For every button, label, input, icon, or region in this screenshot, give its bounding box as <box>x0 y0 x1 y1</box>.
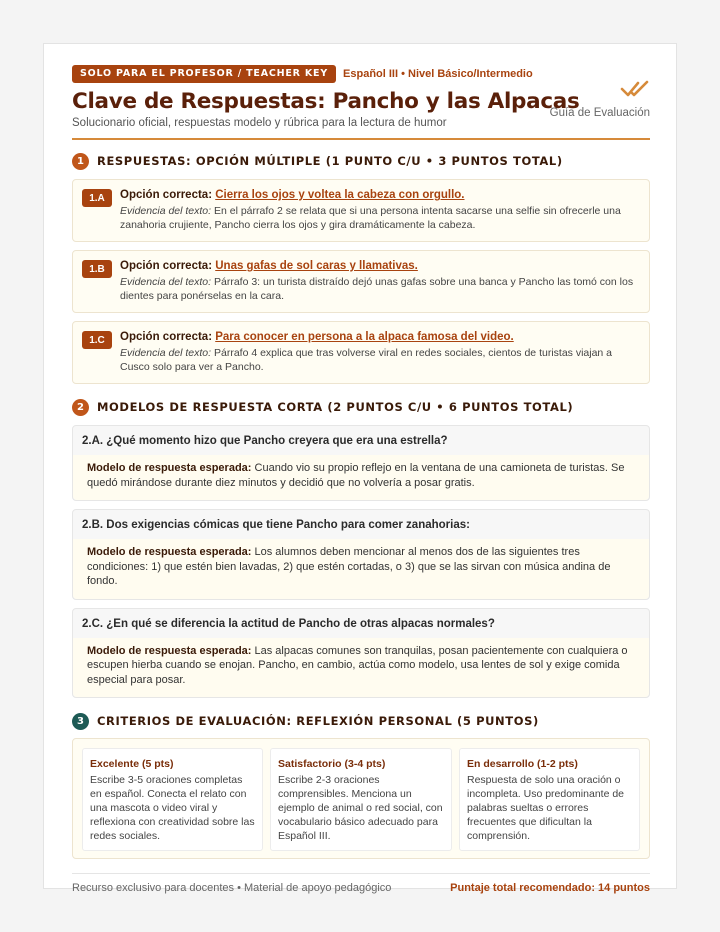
page-subtitle: Solucionario oficial, respuestas modelo y rúbrica para la lectura de humor <box>72 117 447 129</box>
section-3-heading <box>72 712 650 730</box>
mc-answer-card <box>72 250 650 313</box>
model-answer <box>73 638 649 698</box>
evidence-text: Párrafo 4 explica que tras volverse viral en redes sociales, cientos de turistas viajan a Cusco solo para ver a Pancho. <box>120 347 613 373</box>
correct-option <box>120 259 637 274</box>
footer-divider <box>72 873 650 874</box>
evidence-label: Evidencia del texto: <box>120 276 212 288</box>
section-number: 2 <box>72 399 89 416</box>
short-answer-question: 2.A. ¿Qué momento hizo que Pancho creyera que era una estrella? <box>82 435 448 447</box>
section-title: RESPUESTAS: OPCIÓN MÚLTIPLE (1 PUNTO C/U • 3 PUNTOS TOTAL) <box>97 154 563 168</box>
page-content <box>72 65 650 894</box>
rubric-level-title: Satisfactorio (3-4 pts) <box>278 758 386 770</box>
correct-option-text: Cierra los ojos y voltea la cabeza con orgullo. <box>215 189 465 201</box>
model-answer-label: Modelo de respuesta esperada: <box>87 546 252 558</box>
evidence-label: Evidencia del texto: <box>120 205 212 217</box>
footer-note: Recurso exclusivo para docentes • Material de apoyo pedagógico <box>72 882 392 894</box>
question-tag: 1.A <box>82 189 112 207</box>
rubric-level-title: En desarrollo (1-2 pts) <box>467 758 578 770</box>
course-level: Español III • Nivel Básico/Intermedio <box>343 68 533 80</box>
short-answer-card <box>72 509 650 600</box>
mc-answer-card <box>72 321 650 384</box>
short-answer-question: 2.B. Dos exigencias cómicas que tiene Pancho para comer zanahorias: <box>82 519 470 531</box>
rubric-level-excellent <box>82 748 263 851</box>
text-evidence <box>120 275 637 303</box>
mc-answer-body <box>120 330 637 374</box>
evidence-text: Párrafo 3: un turista distraído dejó unas gafas sobre una banca y Pancho las tomó con los dientes para ponérselas en la cara. <box>120 276 634 302</box>
section-title: MODELOS DE RESPUESTA CORTA (2 PUNTOS C/U • 6 PUNTOS TOTAL) <box>97 400 574 414</box>
rubric-level-satisfactory <box>270 748 452 851</box>
double-check-icon <box>620 78 650 100</box>
section-number: 3 <box>72 713 89 730</box>
rubric-level-text: Respuesta de solo una oración o incompleta. Uso predominante de palabras sueltas o errores frecuentes que dificultan la comprensión. <box>467 774 625 842</box>
text-evidence <box>120 346 637 374</box>
rubric-level-title: Excelente (5 pts) <box>90 758 174 770</box>
model-answer-label: Modelo de respuesta esperada: <box>87 462 252 474</box>
mc-answer-card <box>72 179 650 242</box>
mc-answer-body <box>120 188 637 232</box>
model-answer-text: Los alumnos deben mencionar al menos dos de las siguientes tres condiciones: 1) que estén bien lavadas, 2) que estén cortadas, o 3) que se las sirvan con música andina de fondo. <box>87 546 611 587</box>
correct-option-text: Unas gafas de sol caras y llamativas. <box>215 260 418 272</box>
evidence-text: En el párrafo 2 se relata que si una persona intenta sacarse una selfie sin ofrecerle una zanahoria crujiente, Pancho cierra los ojos y gira dramáticamente la cabeza. <box>120 205 621 231</box>
correct-option-text: Para conocer en persona a la alpaca famosa del video. <box>215 331 514 343</box>
correct-option-label: Opción correcta: <box>120 189 213 201</box>
section-number: 1 <box>72 153 89 170</box>
evaluation-guide-label: Guía de Evaluación <box>549 107 650 119</box>
correct-option <box>120 188 637 203</box>
correct-option-label: Opción correcta: <box>120 331 213 343</box>
section-1-heading <box>72 152 650 170</box>
evidence-label: Evidencia del texto: <box>120 347 212 359</box>
correct-option-label: Opción correcta: <box>120 260 213 272</box>
question-tag: 1.C <box>82 331 112 349</box>
model-answer-text: Cuando vio su propio reflejo en la ventana de una camioneta de turistas. Se quedó mirándose durante diez minutos y decidió que no volvería a posar gratis. <box>87 462 625 489</box>
text-evidence <box>120 204 637 232</box>
answer-key-page <box>43 43 677 894</box>
model-answer <box>73 455 649 500</box>
model-answer <box>73 539 649 599</box>
short-answer-question: 2.C. ¿En qué se diferencia la actitud de Pancho de otras alpacas normales? <box>82 617 495 630</box>
mc-answer-body <box>120 259 637 303</box>
footer <box>72 882 650 894</box>
teacher-key-badge: SOLO PARA EL PROFESOR / TEACHER KEY <box>72 65 336 83</box>
rubric-level-text: Escribe 3-5 oraciones completas en español. Conecta el relato con una mascota o video viral y reflexiona con creatividad sobre las redes sociales. <box>90 774 255 842</box>
short-answer-card <box>72 608 650 699</box>
short-answer-card <box>72 425 650 501</box>
header-divider <box>72 138 650 140</box>
rubric-panel <box>72 738 650 859</box>
section-title: CRITERIOS DE EVALUACIÓN: REFLEXIÓN PERSONAL (5 PUNTOS) <box>97 714 539 728</box>
total-score: Puntaje total recomendado: 14 puntos <box>450 882 650 894</box>
rubric-level-text: Escribe 2-3 oraciones comprensibles. Menciona un ejemplo de animal o red social, con vocabulario básico adecuado para Español III. <box>278 774 443 842</box>
question-tag: 1.B <box>82 260 112 278</box>
model-answer-text: Las alpacas comunes son tranquilas, posan pacientemente con cualquiera o escupen hierba cuando se enojan. Pancho, en cambio, actúa como modelo, usa lentes de sol y exige comida especial para posar. <box>87 644 628 686</box>
rubric-level-developing <box>459 748 640 851</box>
page-title: Clave de Respuestas: Pancho y las Alpacas <box>72 89 580 114</box>
header-top-row <box>72 65 650 83</box>
correct-option <box>120 330 637 345</box>
section-2-heading <box>72 398 650 416</box>
model-answer-label: Modelo de respuesta esperada: <box>87 644 252 657</box>
